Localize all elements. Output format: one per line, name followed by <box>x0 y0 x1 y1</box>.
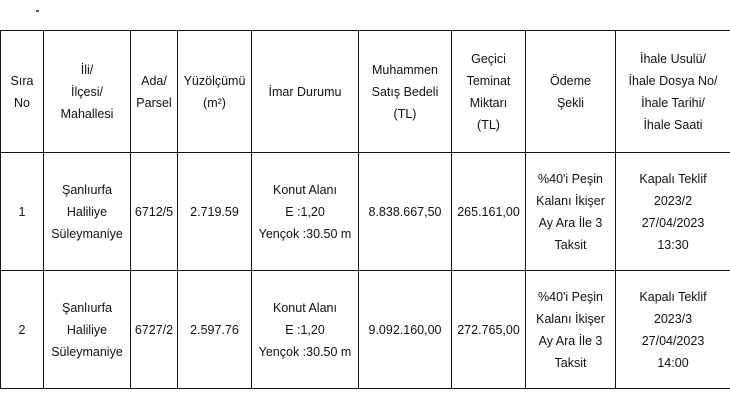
auction-table <box>0 30 730 389</box>
cell-yuzolcumu: 2.597.76 <box>178 271 252 389</box>
cell-bedel: 9.092.160,00 <box>359 271 452 389</box>
header-bedel: Muhammen Satış Bedeli (TL) <box>359 31 452 153</box>
header-yuzolcumu: Yüzölçümü (m²) <box>178 31 252 153</box>
cell-imar: Konut Alanı E :1,20 Yençok :30.50 m <box>252 271 359 389</box>
cell-bedel: 8.838.667,50 <box>359 153 452 271</box>
cell-odeme: %40'i Peşin Kalanı İkişer Ay Ara İle 3 Taksit <box>526 153 616 271</box>
header-odeme: Ödeme Şekli <box>526 31 616 153</box>
cell-sira: 2 <box>1 271 44 389</box>
table-row <box>1 271 730 389</box>
header-sira: Sıra No <box>1 31 44 153</box>
cell-sira: 1 <box>1 153 44 271</box>
cell-ada: 6727/2 <box>131 271 178 389</box>
cell-ada: 6712/5 <box>131 153 178 271</box>
cell-ihale: Kapalı Teklif 2023/2 27/04/2023 13:30 <box>616 153 730 271</box>
cell-odeme: %40'i Peşin Kalanı İkişer Ay Ara İle 3 Taksit <box>526 271 616 389</box>
table-row <box>1 153 730 271</box>
cell-il: Şanlıurfa Haliliye Süleymaniye <box>44 153 131 271</box>
header-teminat: Geçici Teminat Miktarı (TL) <box>452 31 526 153</box>
stray-mark <box>36 10 39 12</box>
header-il: İli/ İlçesi/ Mahallesi <box>44 31 131 153</box>
header-ihale: İhale Usulü/ İhale Dosya No/ İhale Tarihi/ İhale Saati <box>616 31 730 153</box>
cell-teminat: 272.765,00 <box>452 271 526 389</box>
cell-teminat: 265.161,00 <box>452 153 526 271</box>
cell-il: Şanlıurfa Haliliye Süleymaniye <box>44 271 131 389</box>
header-row <box>1 31 730 153</box>
cell-ihale: Kapalı Teklif 2023/3 27/04/2023 14:00 <box>616 271 730 389</box>
header-imar: İmar Durumu <box>252 31 359 153</box>
cell-yuzolcumu: 2.719.59 <box>178 153 252 271</box>
cell-imar: Konut Alanı E :1,20 Yençok :30.50 m <box>252 153 359 271</box>
header-ada: Ada/ Parsel <box>131 31 178 153</box>
